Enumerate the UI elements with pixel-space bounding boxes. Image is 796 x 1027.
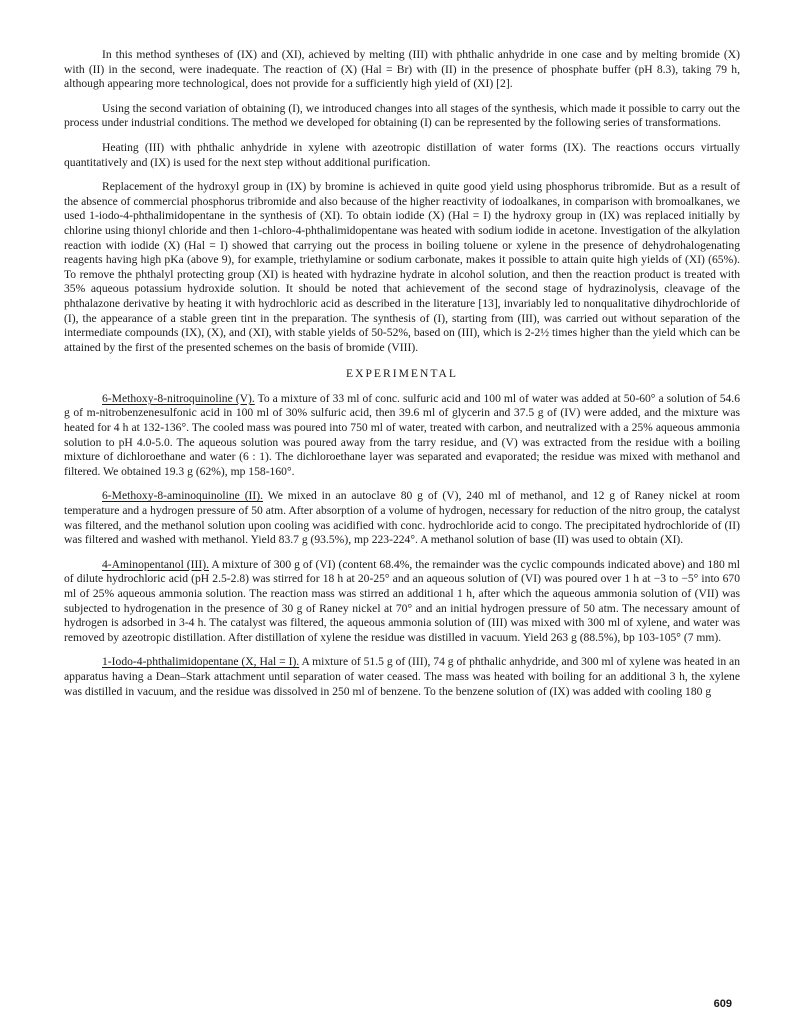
intro-paragraph-3: Heating (III) with phthalic anhydride in xylene with azeotropic distillation of water forms (IX). The reactions occurs virtually quantitatively and (IX) is used for the next step without additional purification. (64, 140, 740, 169)
procedure-aminopentanol (64, 558, 740, 646)
text-column (64, 48, 740, 709)
section-heading-experimental: EXPERIMENTAL (346, 367, 458, 381)
intro-paragraph-2: Using the second variation of obtaining (I), we introduced changes into all stages of the synthesis, which made it possible to carry out the process under industrial conditions. The method we developed for obtaining (I) can be represented by the following series of transformations. (64, 101, 740, 130)
procedure-nitroquinoline (64, 392, 740, 480)
procedure-title: 6-Methoxy-8-aminoquinoline (II). (102, 489, 264, 503)
intro-paragraph-4: Replacement of the hydroxyl group in (IX) by bromine is achieved in quite good yield using phosphorus tribromide. But as a result of the absence of commercial phosphorus tribromide and also because of the higher reactivity of iodoalkanes, in comparison with bromoalkanes, we used 1-iodo-4-phthalimidopentane in the synthesis of (XI). To obtain iodide (X) (Hal = I) the hydroxy group in (IX) was replaced initially by chlorine using thionyl chloride and then 1-chloro-4-phthalimidopentane was heated with sodium iodide in acetone. Investigation of the alkylation reaction with iodide (X) (Hal = I) showed that carrying out the process in boiling toluene or xylene in the presence of dehydrohalogenating reagents having high pKa (above 9), for example, triethylamine or sodium carbonate, makes it possible to attain quite high yields of (XI) (65%). To remove the phthalyl protecting group (XI) is heated with hydrazine hydrate in alcohol solution, and then the reaction product is treated with 35% aqueous potassium hydroxide solution. It should be noted that achievement of the second stage of hydrazinolysis, cleavage of the phthalazone derivative by heating it with hydrochloric acid as described in the literature [13], invariably led to nonqualitative dihydrochloride of (I), the appearance of a stable green tint in the preparation. The synthesis of (I), starting from (III), was carried out without separation of the intermediate compounds (IX), (X), and (XI), with stable yields of 50-52%, based on (III), which is 2-2½ times higher than the yield which can be attained by the first of the presented schemes on the basis of bromide (VIII). (64, 180, 740, 354)
page-number: 609 (713, 998, 732, 1010)
procedure-body: We mixed in an autoclave 80 g of (V), 240 ml of methanol, and 12 g of Raney nickel at room temperature and a hydrogen pressure of 50 atm. After absorption of a volume of hydrogen, necessary for reduction of the nitro group, the catalyst was filtered, and the methanol solution upon cooling was acidified with conc. hydrochloride acid to congo. The precipitated hydrochloride of (II) was filtered and washed with methanol. Yield 83.7 g (93.5%), mp 223-224°. A methanol solution of base (II) was used to obtain (XI). (64, 489, 740, 547)
procedure-iodophthalimidopentane (64, 655, 740, 699)
procedure-title: 4-Aminopentanol (III). (102, 557, 209, 571)
procedure-body: To a mixture of 33 ml of conc. sulfuric acid and 100 ml of water was added at 50-60° a solution of 54.6 g of m-nitrobenzenesulfonic acid in 100 ml of 30% sulfuric acid, then 39.6 ml of glycerin and 37.5 g of (IV) were added, and the mixture was heated for 4 h at 132-136°. The cooled mass was poured into 750 ml of water, treated with carbon, and neutralized with a 25% aqueous ammonia solution to pH 4.0-5.0. The aqueous solution was poured away from the tarry residue, and (V) was extracted from the residue with a boiling mixture of dichloroethane and water (6 : 1). The dichloroethane layer was separated and evaporated; the residue was mixed with methanol and filtered. We obtained 19.3 g (62%), mp 158-160°. (64, 391, 740, 478)
procedure-aminoquinoline (64, 489, 740, 547)
procedure-body: A mixture of 51.5 g of (III), 74 g of phthalic anhydride, and 300 ml of xylene was heated in an apparatus having a Dean–Stark attachment until separation of water ceased. The mass was heated with boiling for an additional 3 h, the xylene was distilled in vacuum, and the residue was dissolved in 250 ml of benzene. To the benzene solution of (IX) was added with cooling 180 g (64, 655, 740, 698)
intro-paragraph-1: In this method syntheses of (IX) and (XI), achieved by melting (III) with phthalic anhydride in one case and by melting bromide (X) with (II) in the second, were inadequate. The reaction of (X) (Hal = Br) with (II) in the presence of phosphate buffer (pH 8.3), taking 79 h, although appearing more technological, does not provide for a sufficiently high yield of (XI) [2]. (64, 48, 740, 91)
procedure-body: A mixture of 300 g of (VI) (content 68.4%, the remainder was the cyclic compounds indicated above) and 180 ml of dilute hydrochloric acid (pH 2.5-2.8) was stirred for 18 h at 20-25° and an aqueous solution of (VI) was poured over 1 h at −3 to −5° into 670 ml of 25% aqueous ammonia solution. The reaction mass was stirred an additional 1 h, after which the aqueous ammonia solution of (VII) was subjected to hydrogenation in the presence of 30 g of Raney nickel at 70° and an initial hydrogen pressure of 50 atm. The necessary amount of hydrogen is adsorbed in 3-4 h. The catalyst was filtered, the aqueous ammonia solution of (III) was mixed with 300 ml of xylene, and water was removed by azeotropic distillation. After distillation of xylene the residue was distilled in vacuum. Yield 263 g (88.5%), bp 103-105° (7 mm). (64, 557, 740, 644)
procedure-title: 1-Iodo-4-phthalimidopentane (X, Hal = I). (102, 655, 300, 669)
procedure-title: 6-Methoxy-8-nitroquinoline (V). (102, 391, 255, 405)
